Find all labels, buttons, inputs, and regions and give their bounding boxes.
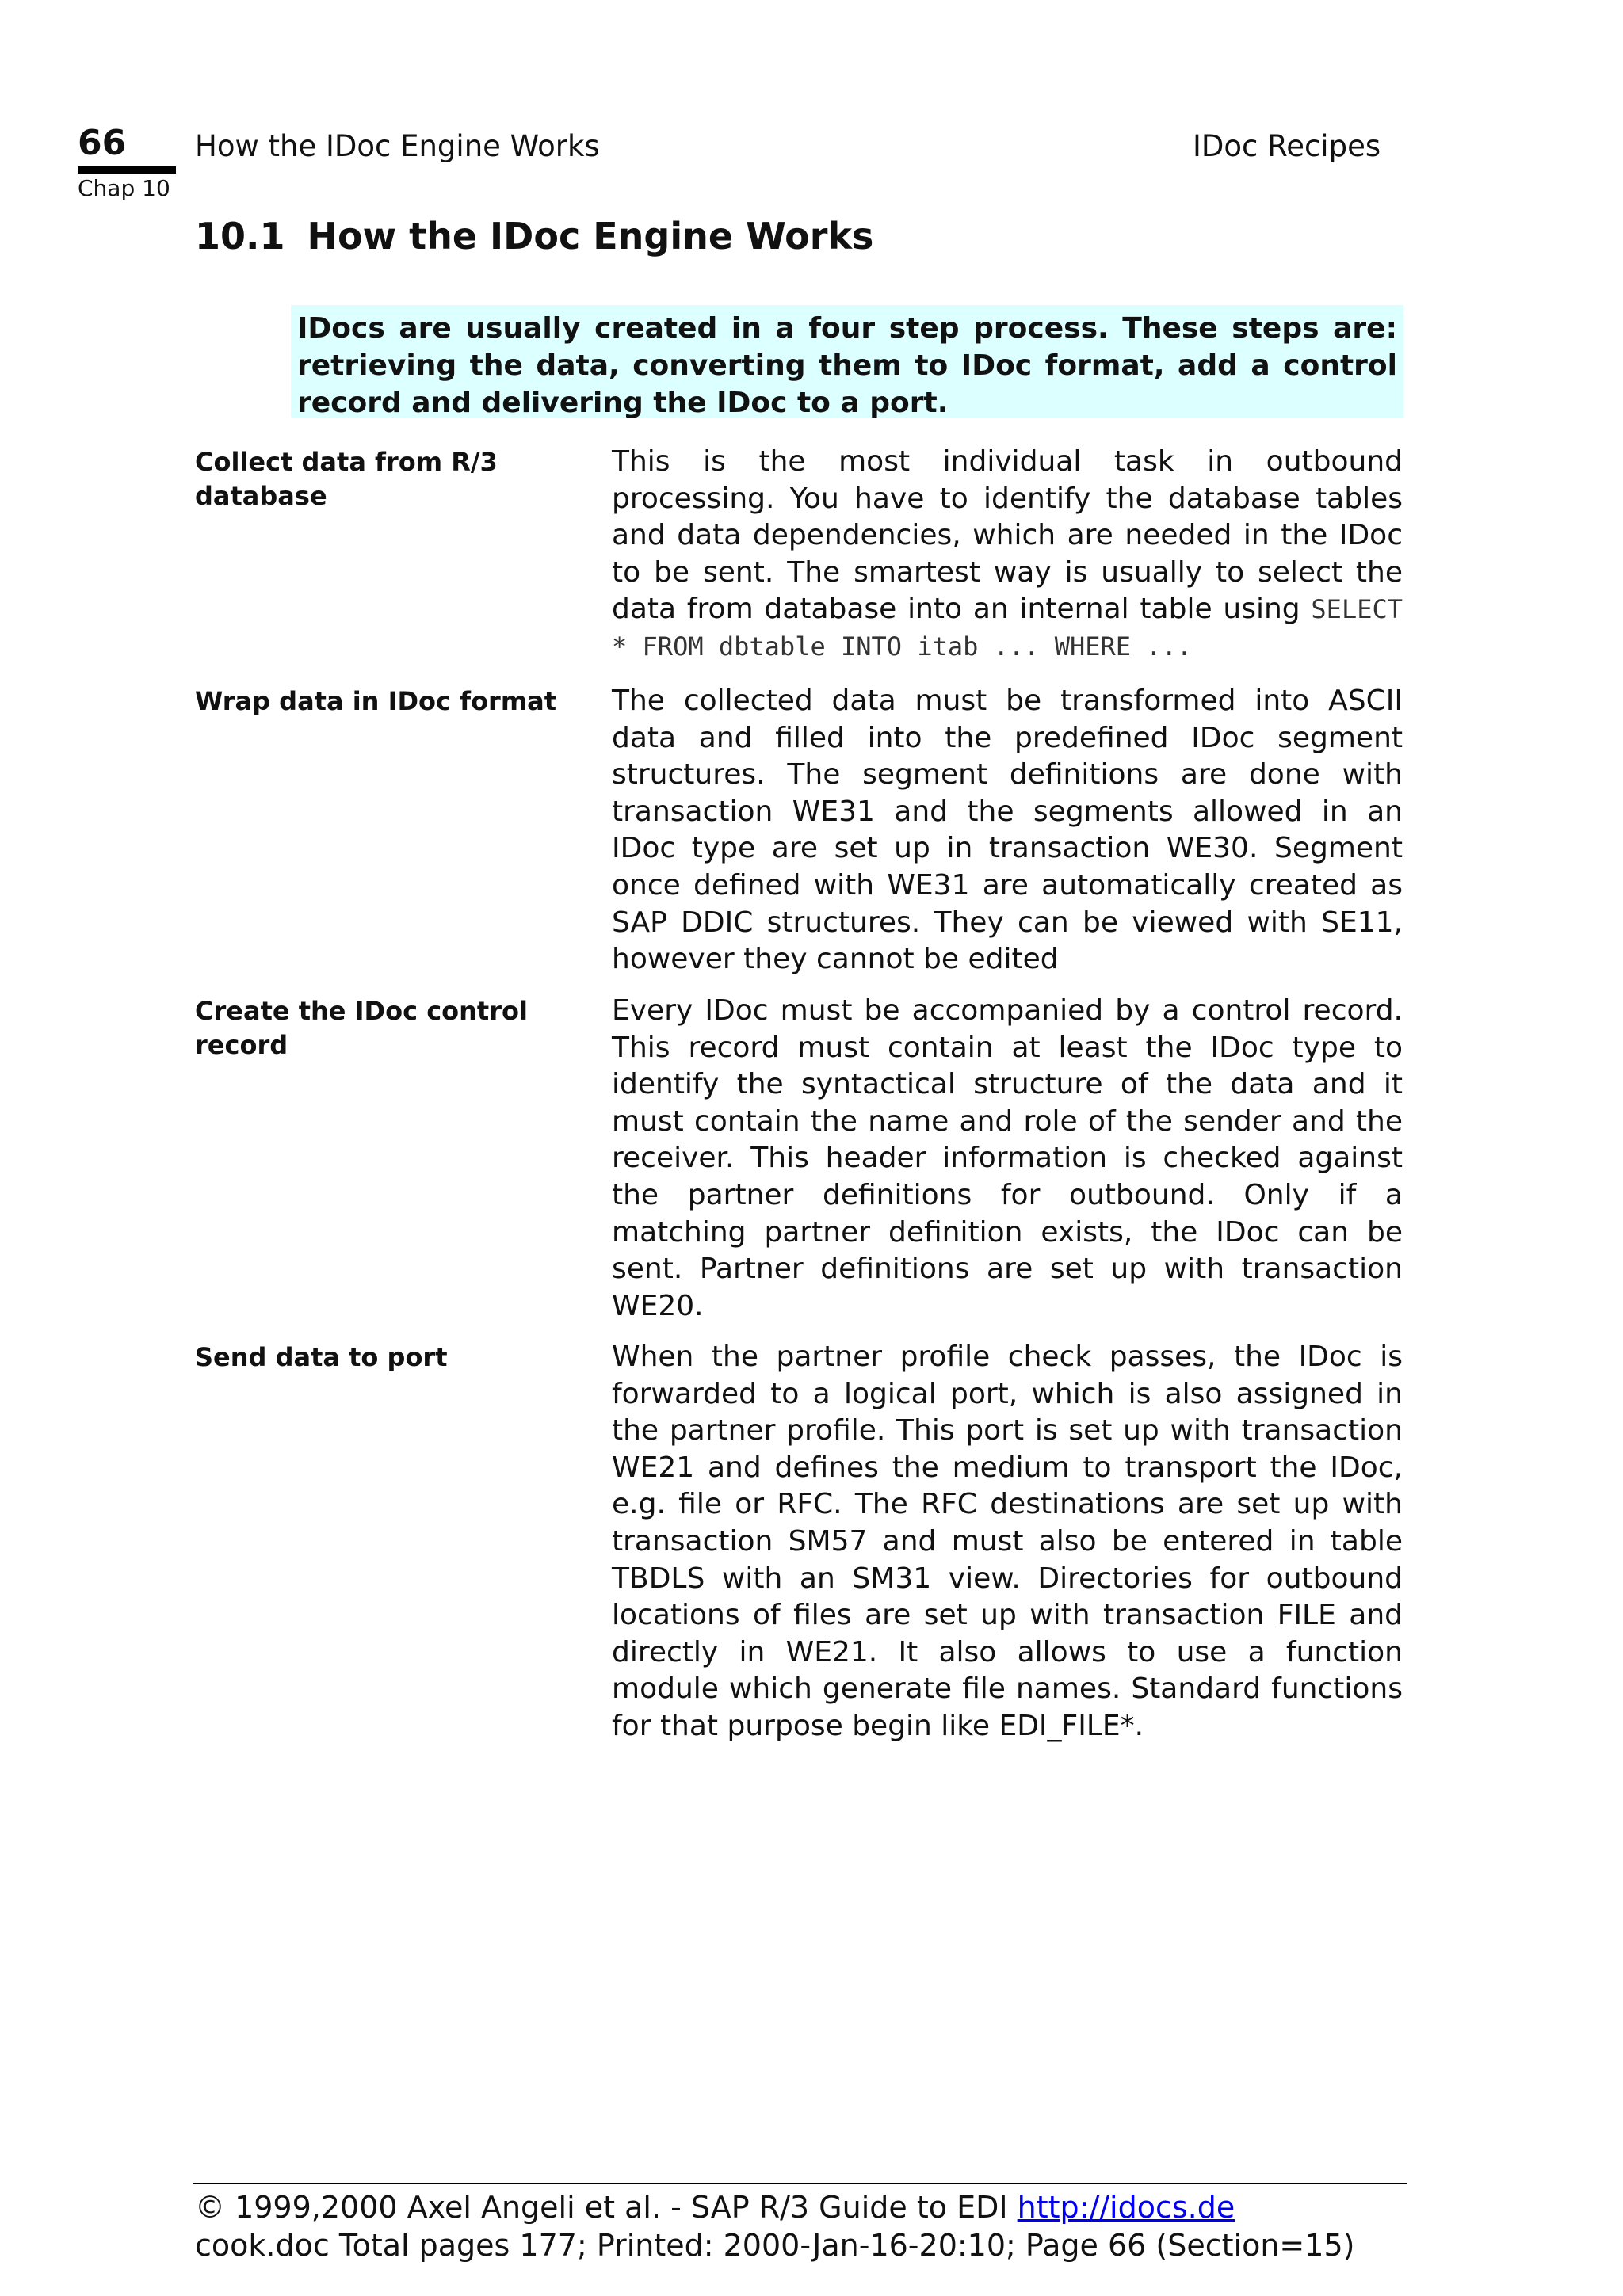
page-number-underline: [78, 166, 176, 174]
body-collect-data: [612, 444, 1403, 666]
section-number: 10.1: [195, 215, 285, 257]
body-collect-data-text: This is the most individual task in outbound processing. You have to identify the database tables and data dependencies, which are needed in the IDoc to be sent. The smartest way is usually to select the data from database into an internal table using: [612, 445, 1403, 626]
code-snippet: SELECT * FROM dbtable INTO itab ... WHERE ...: [612, 594, 1403, 662]
footer-copyright-line: [195, 2188, 1235, 2226]
chapter-label: Chap 10: [78, 175, 170, 201]
summary-highlight: IDocs are usually created in a four step process. These steps are: retrieving the data, converting them to IDoc format, add a control record and delivering the IDoc to a port.: [291, 305, 1403, 418]
footer-copyright: © 1999,2000 Axel Angeli et al. - SAP R/3 Guide to EDI: [195, 2190, 1018, 2225]
margin-label-control-record: Create the IDoc control record: [195, 996, 528, 1060]
section-title: How the IDoc Engine Works: [307, 215, 874, 257]
book-title: IDoc Recipes: [1193, 129, 1381, 163]
running-head: How the IDoc Engine Works: [195, 129, 600, 163]
footer-link[interactable]: http://idocs.de: [1017, 2190, 1235, 2225]
section-heading: [195, 212, 873, 260]
footer-print-info: cook.doc Total pages 177; Printed: 2000-Jan-16-20:10; Page 66 (Section=15): [195, 2228, 1355, 2263]
page-number: 66: [78, 123, 127, 163]
margin-label-send-data: Send data to port: [195, 1342, 448, 1372]
margin-label-wrap-data: Wrap data in IDoc format: [195, 686, 557, 716]
margin-label-collect-data: Collect data from R/3 database: [195, 447, 498, 511]
body-control-record: Every IDoc must be accompanied by a control record. This record must contain at least the IDoc type to identify the syntactical structure of the data and it must contain the name and role of the sender and the receiver. This header information is checked against the partner definitions for outbound. Only if a matching partner definition exists, the IDoc can be sent. Partner definitions are set up with transaction WE20.: [612, 994, 1403, 1322]
footer-rule: [193, 2183, 1407, 2184]
body-wrap-data: The collected data must be transformed into ASCII data and filled into the predefined IDoc segment structures. The segment definitions are done with transaction WE31 and the segments allowed in an IDoc type are set up in transaction WE30. Segment once defined with WE31 are automatically created as SAP DDIC structures. They can be viewed with SE11, however they cannot be edited: [612, 685, 1403, 976]
body-send-data: When the partner profile check passes, the IDoc is forwarded to a logical port, which is also assigned in the partner profile. This port is set up with transaction WE21 and defines the medium to transport the IDoc, e.g. file or RFC. The RFC destinations are set up with transaction SM57 and must also be entered in table TBDLS with an SM31 view. Directories for outbound locations of files are set up with transaction FILE and directly in WE21. It also allows to use a function module which generate file names. Standard functions for that purpose begin like EDI_FILE*.: [612, 1341, 1403, 1742]
